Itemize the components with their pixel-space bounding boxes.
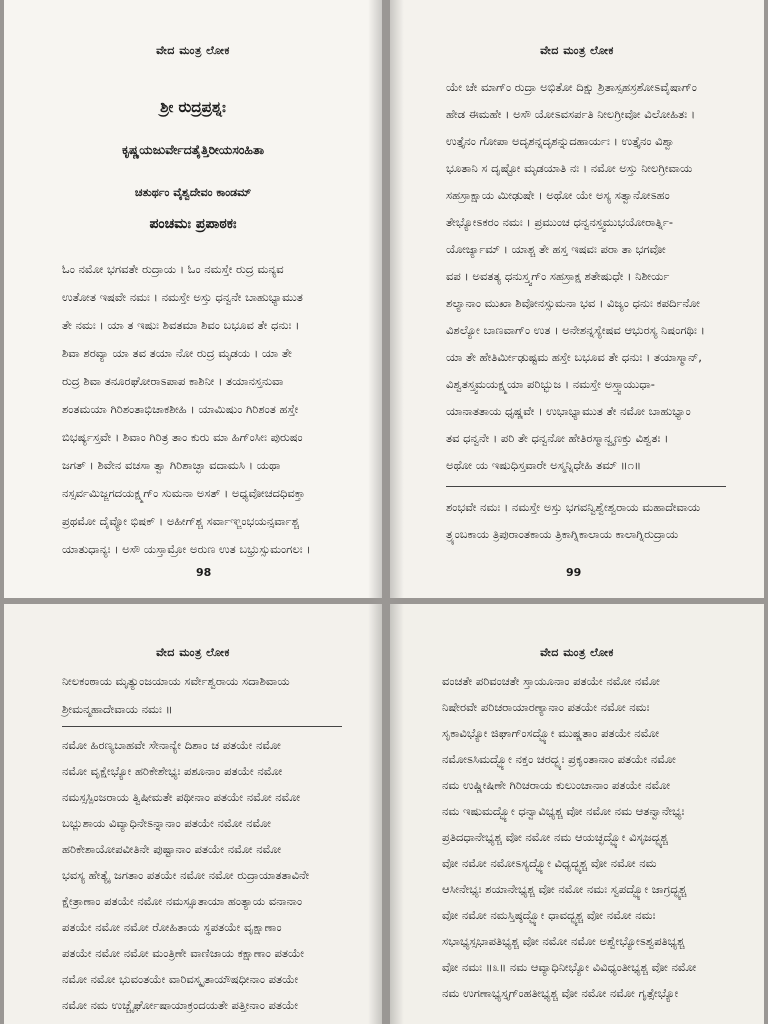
prapathaka-title: ಪಂಚಮಃ ಪ್ರಪಾಠಕಃ (149, 216, 237, 232)
text-line: ನಮೋ ವೃಕ್ಷೇಭ್ಯೋ ಹರಿಕೇಶೇಭ್ಯಃ ಪಶೂನಾಂ ಪತಯೇ ನಮೋ (62, 764, 283, 778)
page-number: 99 (566, 566, 582, 579)
text-line: ತೇ ನಮಃ । ಯಾ ತ ಇಷುಃ ಶಿವತಮಾ ಶಿವಂ ಬಭೂವ ತೇ ಧನುಃ । (62, 318, 300, 332)
text-line: ಉತೋತ ಇಷವೇ ನಮಃ । ನಮಸ್ತೇ ಅಸ್ತು ಧನ್ವನೇ ಬಾಹುಭ್ಯಾಮುತ (62, 290, 303, 304)
text-line: ನಿಷೇರವೇ ಪರಿಚರಾಯಾರಣ್ಯಾನಾಂ ಪತಯೇ ನಮೋ ನಮಃ (442, 700, 650, 714)
running-header: ವೇದ ಮಂತ್ರ ಲೋಕ (540, 646, 614, 659)
text-line: ವೋ ನಮಃ ॥೩॥ ನಮ ಆವ್ಯಾಧಿನೀಭ್ಯೋ ವಿವಿಧ್ಯಂತೀಭ್ಯಶ್ಚ ವೋ ನಮೋ (442, 960, 697, 974)
text-line: ಶಲ್ಯಾನಾಂ ಮುಖಾ ಶಿವೋನಸ್ಸುಮನಾ ಭವ । ವಿಜ್ಯಂ ಧನುಃ ಕಪರ್ದಿನೋ (446, 296, 700, 310)
running-header: ವೇದ ಮಂತ್ರ ಲೋಕ (156, 44, 230, 57)
text-line: ಯಾತುಧಾನ್ಯಃ । ಅಸೌ ಯಸ್ತಾಮ್ರೋ ಅರುಣ ಉತ ಬಭ್ರುಸ್ಸುಮಂಗಲಃ । (62, 542, 311, 556)
gutter-shadow (390, 0, 404, 598)
text-line: ಪತಯೇ ನಮೋ ನಮೋ ಮಂತ್ರಿಣೇ ವಾಣಿಜಾಯ ಕಕ್ಷಾಣಾಂ ಪತಯೇ (62, 946, 305, 960)
text-line: ತವ ಧನ್ವನೇ । ಪರಿ ತೇ ಧನ್ವನೋ ಹೇತಿರಸ್ಮಾನ್ವೃಣಕ್ತು ವಿಶ್ವತಃ । (446, 431, 669, 445)
text-line: ಯಾ ತೇ ಹೇತಿರ್ಮೀಢುಷ್ಟಮ ಹಸ್ತೇ ಬಭೂವ ತೇ ಧನುಃ । ತಯಾಸ್ಮಾನ್, (446, 350, 702, 364)
page-title: ಶ್ರೀ ರುದ್ರಪ್ರಶ್ನಃ (160, 98, 226, 116)
text-line: ಕ್ಷೇತ್ರಾಣಾಂ ಪತಯೇ ನಮೋ ನಮಸ್ಸೂತಾಯಾ ಹಂತ್ಯಾಯ ವನಾನಾಂ (62, 894, 303, 908)
text-line: ನೀಲಕಂಠಾಯ ಮೃತ್ಯುಂಜಯಾಯ ಸರ್ವೇಶ್ವರಾಯ ಸದಾಶಿವಾಯ (62, 674, 290, 688)
text-line: ನಮ ಇಷುಮದ್ಭ್ಯೋ ಧನ್ವಾವಿಭ್ಯಶ್ಚ ವೋ ನಮೋ ನಮ ಆತನ್ವಾನೇಭ್ಯಃ (442, 804, 685, 818)
text-line: ಶಂತಮಯಾ ಗಿರಿಶಂತಾಭಿಚಾಕಶೀಹಿ । ಯಾಮಿಷುಂ ಗಿರಿಶಂತ ಹಸ್ತೇ (62, 402, 299, 416)
gutter-shadow (390, 604, 404, 1024)
text-line: ಆಸೀನೇಭ್ಯಃ ಶಯಾನೇಭ್ಯಶ್ಚ ವೋ ನಮೋ ನಮಃ ಸ್ವಪದ್ಭ್ಯೋ ಜಾಗ್ರದ್ಭ್ಯಶ್ಚ (442, 882, 687, 896)
kanda-title: ಚತುರ್ಥಂ ವೈಶ್ವದೇವಂ ಕಾಂಡಮ್ (134, 186, 252, 199)
running-header: ವೇದ ಮಂತ್ರ ಲೋಕ (156, 646, 230, 659)
text-line: ಓಂ ನಮೋ ಭಗವತೇ ರುದ್ರಾಯ । ಓಂ ನಮಸ್ತೇ ರುದ್ರ ಮನ್ಯವ (62, 262, 284, 276)
text-line: ಸೃಕಾವಿಭ್ಯೋ ಜಿಘಾಗ್‌ಂಸದ್ಭ್ಯೋ ಮುಷ್ಣತಾಂ ಪತಯೇ ನಮೋ (442, 726, 660, 740)
text-line: ವೋ ನಮೋ ನಮಸ್ತಿಷ್ಠದ್ಭ್ಯೋ ಧಾವದ್ಭ್ಯಶ್ಚ ವೋ ನಮೋ ನಮಃ (442, 908, 656, 922)
page-number: 98 (196, 566, 212, 579)
text-line: ನಮ ಉಗಣಾಭ್ಯಸ್ತೃಗ್‌ಂಹತೀಭ್ಯಶ್ಚ ವೋ ನಮೋ ನಮೋ ಗೃತ್ಸೇಭ್ಯೋ (442, 986, 679, 1000)
gutter-shadow (368, 604, 382, 1024)
text-line: ಅಥೋ ಯ ಇಷುಧಿಸ್ತವಾರೇ ಅಸ್ಮನ್ನಿಧೇಹಿ ತಮ್ ॥೧॥ (446, 458, 641, 472)
text-line: ಜಗತ್ । ಶಿವೇನ ವಚಸಾ ತ್ವಾ ಗಿರಿಶಾಚ್ಛಾ ವದಾಮಸಿ । ಯಥಾ (62, 458, 281, 472)
text-line: ವಂಚತೇ ಪರಿವಂಚತೇ ಸ್ತಾಯೂನಾಂ ಪತಯೇ ನಮೋ ನಮೋ (442, 674, 660, 688)
text-line: ವಿಶಲ್ಯೋ ಬಾಣವಾಗ್‌ಂ ಉತ । ಅನೇಶನ್ನಸ್ಯೇಷವ ಆಭುರಸ್ಯ ನಿಷಂಗಥಿಃ । (446, 323, 705, 337)
text-line: ಯೋರ್ಜ್ಯಾಮ್ । ಯಾಶ್ಚ ತೇ ಹಸ್ತ ಇಷವಃ ಪರಾ ತಾ ಭಗವೋ (446, 242, 666, 256)
text-line: ಪ್ರತಿದಧಾನೇಭ್ಯಶ್ಚ ವೋ ನಮೋ ನಮ ಆಯಚ್ಛದ್ಭ್ಯೋ ವಿಸೃಜದ್ಭ್ಯಶ್ಚ (442, 830, 668, 844)
text-line: ನಮೋ ನಮೋ ಭುವಂತಯೇ ವಾರಿವಸ್ಕೃತಾಯೌಷಧೀನಾಂ ಪತಯೇ (62, 972, 299, 986)
text-line: ಪ್ರಥಮೋ ದೈವ್ಯೋ ಭಿಷಕ್ । ಅಹೀಗ್‌ಶ್ಚ ಸರ್ವಾಞ್ಜಂಭಯನ್ಸರ್ವಾಶ್ಚ (62, 514, 300, 528)
running-header: ವೇದ ಮಂತ್ರ ಲೋಕ (540, 44, 614, 57)
text-line: ಬಭ್ಲುಶಾಯ ವಿವ್ಯಾಧಿನೇಽನ್ನಾನಾಂ ಪತಯೇ ನಮೋ ನಮೋ (62, 816, 271, 830)
text-line: ರುದ್ರ ಶಿವಾ ತನೂರಘೋರಾಽಪಾಪ ಕಾಶಿನೀ । ತಯಾನಸ್ತನುವಾ (62, 374, 284, 388)
text-line: ವೋ ನಮೋ ನಮೋಽಸ್ಯದ್ಭ್ಯೋ ವಿಧ್ಯದ್ಭ್ಯಶ್ಚ ವೋ ನಮೋ ನಮ (442, 856, 657, 870)
text-line: ಹರಿಕೇಶಾಯೋಪವೀತಿನೇ ಪುಷ್ಟಾನಾಂ ಪತಯೇ ನಮೋ ನಮೋ (62, 842, 282, 856)
text-line: ಪತಯೇ ನಮೋ ನಮೋ ರೋಹಿತಾಯ ಸ್ಥಪತಯೇ ವೃಕ್ಷಾಣಾಂ (62, 920, 282, 934)
text-line: ತ್ರ್ಯಂಬಕಾಯ ತ್ರಿಪುರಾಂತಕಾಯ ತ್ರಿಕಾಗ್ನಿಕಾಲಾಯ ಕಾಲಾಗ್ನಿರುದ್ರಾಯ (446, 527, 679, 541)
text-line: ಶ್ರೀಮನ್ಮಹಾದೇವಾಯ ನಮಃ ॥ (62, 702, 173, 716)
divider (446, 486, 726, 487)
text-line: ನಮ ಉಷ್ಣೀಷಿಣೇ ಗಿರಿಚರಾಯ ಕುಲುಂಚಾನಾಂ ಪತಯೇ ನಮೋ (442, 778, 671, 792)
samhita-title: ಕೃಷ್ಣಯಜುರ್ವೇದತೈತ್ತಿರೀಯಸಂಹಿತಾ (121, 142, 265, 157)
text-line: ಶಂಭವೇ ನಮಃ । ನಮಸ್ತೇ ಅಸ್ತು ಭಗವನ್ವಿಶ್ವೇಶ್ವರಾಯ ಮಹಾದೇವಾಯ (446, 500, 701, 514)
text-line: ಸಹಸ್ರಾಕ್ಷಾಯ ಮೀಢುಷೇ । ಅಥೋ ಯೇ ಅಸ್ಯ ಸತ್ವಾನೋಽಹಂ (446, 188, 670, 202)
page-100 (4, 604, 382, 1024)
page-98 (4, 0, 382, 598)
text-line: ಶಿವಾ ಶರವ್ಯಾ ಯಾ ತವ ತಯಾ ನೋ ರುದ್ರ ಮೃಡಯ । ಯಾ ತೇ (62, 346, 292, 360)
text-line: ತೇಭ್ಯೋಽಕರಂ ನಮಃ । ಪ್ರಮುಂಚ ಧನ್ವನಸ್ತ್ವಮುಭಯೋರಾರ್ತ್ನಿ- (446, 215, 674, 229)
text-line: ನಮೋ ಹಿರಣ್ಯಬಾಹವೇ ಸೇನಾನ್ಯೇ ದಿಶಾಂ ಚ ಪತಯೇ ನಮೋ (62, 738, 281, 752)
text-line: ನಮಸ್ಸಸ್ಪಿಂಜರಾಯ ತ್ವಿಷೀಮತೇ ಪಥೀನಾಂ ಪತಯೇ ನಮೋ ನಮೋ (62, 790, 301, 804)
text-line: ಉತ್ತೈನಂ ಗೋಪಾ ಅದೃಶನ್ನದೃಶನ್ನುದಹಾರ್ಯಃ । ಉತ್ತೈನಂ ವಿಶ್ವಾ (446, 134, 675, 148)
text-line: ಯಾನಾತತಾಯ ಧೃಷ್ಣವೇ । ಉಭಾಭ್ಯಾಮುತ ತೇ ನಮೋ ಬಾಹುಭ್ಯಾಂ (446, 404, 691, 418)
divider (62, 726, 342, 727)
text-line: ಭೂತಾನಿ ಸ ದೃಷ್ಟೋ ಮೃಡಯಾತಿ ನಃ । ನಮೋ ಅಸ್ತು ನೀಲಗ್ರೀವಾಯ (446, 161, 693, 175)
text-line: ವಪ । ಅವತತ್ಯ ಧನುಸ್ತ್ವಗ್‌ಂ ಸಹಸ್ರಾಕ್ಷ ಶತೇಷುಧೇ । ನಿಶೀರ್ಯ (446, 269, 670, 283)
page-99 (390, 0, 764, 598)
text-line: ಬಿಭರ್ಷ್ಯಸ್ತವೇ । ಶಿವಾಂ ಗಿರಿತ್ರ ತಾಂ ಕುರು ಮಾ ಹಿಗ್‌ಂಸೀಃ ಪುರುಷಂ (62, 430, 303, 444)
text-line: ಸಭಾಭ್ಯಸ್ಸಭಾಪತಿಭ್ಯಶ್ಚ ವೋ ನಮೋ ನಮೋ ಅಶ್ವೇಭ್ಯೋಽಶ್ವಪತಿಭ್ಯಶ್ಚ (442, 934, 685, 948)
text-line: ವಿಶ್ವತಸ್ತ್ವಮಯಕ್ಷ್ಮಯಾ ಪರಿಭ್ಭುಜ । ನಮಸ್ತೇ ಅಸ್ತ್ವಾಯುಧಾ- (446, 377, 655, 391)
page-101 (390, 604, 764, 1024)
text-line: ನಮೋ ನಮ ಉಚ್ಚೈರ್ಘೋಷಾಯಾಕ್ರಂದಯತೇ ಪತ್ತೀನಾಂ ಪತಯೇ (62, 998, 299, 1012)
text-line: ಯೇ ಚೇ ಮಾಗ್‌ಂ ರುದ್ರಾ ಅಭಿತೋ ದಿಕ್ಷು ಶ್ರಿತಾಸ್ಸಹಸ್ರಶೋಽವೈಷಾಗ್‌ಂ (446, 80, 697, 94)
text-line: ನಸ್ಸರ್ವಮಿಜ್ಜಗದಯಕ್ಷ್ಮಗ್‌ಂ ಸುಮನಾ ಅಸತ್ । ಅಧ್ಯವೋಚದಧಿವಕ್ತಾ (62, 486, 305, 500)
text-line: ಭವಸ್ಯ ಹೇತ್ಯೈ ಜಗತಾಂ ಪತಯೇ ನಮೋ ನಮೋ ರುದ್ರಾಯಾತತಾವಿನೇ (62, 868, 310, 882)
text-line: ಹೇಡ ಈಮಹೇ । ಅಸೌ ಯೋಽವಸರ್ಪತಿ ನೀಲಗ್ರೀವೋ ವಿಲೋಹಿತಃ । (446, 107, 696, 121)
gutter-shadow (368, 0, 382, 598)
text-line: ನಮೋಽಸಿಮದ್ಭ್ಯೋ ನಕ್ತಂ ಚರದ್ಭ್ಯಃ ಪ್ರಕೃಂತಾನಾಂ ಪತಯೇ ನಮೋ (442, 752, 676, 766)
